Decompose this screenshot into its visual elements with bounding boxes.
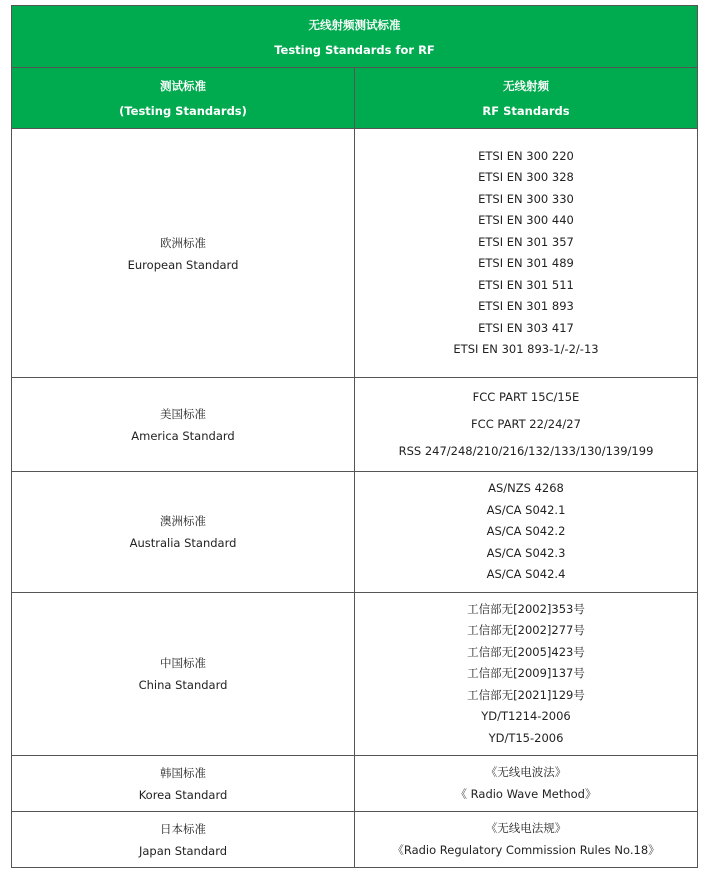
region-name-zh: 澳洲标准 (160, 514, 206, 529)
standard-item: 工信部无[2002]277号 (467, 623, 585, 637)
region-cell (12, 472, 355, 593)
standard-item: ETSI EN 303 417 (478, 320, 574, 335)
standard-item: ETSI EN 301 357 (478, 234, 574, 249)
region-name-en: Japan Standard (138, 844, 228, 858)
rf-standards-table (11, 5, 698, 868)
region-cell (12, 812, 355, 868)
column-header-testing-standards (12, 68, 355, 129)
table-title-en: Testing Standards for RF (274, 42, 435, 57)
table-row-australia (12, 472, 698, 593)
region-name-en: Australia Standard (129, 536, 237, 551)
table-row-china (12, 592, 698, 756)
region-name-en: China Standard (138, 678, 228, 693)
column-header-zh: 测试标准 (160, 79, 206, 93)
table-row-europe (12, 129, 698, 378)
standard-item: 《Radio Regulatory Commission Rules No.18》 (392, 842, 660, 857)
standards-cell (355, 812, 698, 868)
column-header-en: (Testing Standards) (119, 104, 247, 118)
region-cell (12, 756, 355, 812)
region-name-zh: 中国标准 (160, 656, 206, 671)
title-row (12, 6, 698, 68)
standard-item: ETSI EN 300 328 (478, 170, 574, 184)
region-cell (12, 378, 355, 472)
standard-item: 工信部无[2009]137号 (467, 666, 585, 680)
standard-item: ETSI EN 301 893 (478, 299, 574, 313)
region-name-en: Korea Standard (138, 788, 228, 802)
table-title (12, 6, 698, 68)
standard-item: AS/CA S042.1 (486, 502, 566, 517)
standard-item: ETSI EN 301 489 (478, 256, 574, 270)
column-header-rf-standards (355, 68, 698, 129)
standard-item: AS/CA S042.4 (486, 567, 566, 581)
standard-item: 工信部无[2002]353号 (467, 601, 585, 616)
table-row-korea (12, 756, 698, 812)
standard-item: ETSI EN 300 220 (478, 148, 574, 163)
standard-item: 工信部无[2005]423号 (467, 644, 585, 659)
standard-item: 工信部无[2021]129号 (467, 687, 585, 702)
standard-item: YD/T15-2006 (488, 730, 564, 745)
region-cell (12, 129, 355, 378)
region-name-zh: 韩国标准 (160, 766, 206, 780)
table-row-japan (12, 812, 698, 868)
region-name-zh: 日本标准 (160, 822, 206, 836)
table-row-america (12, 378, 698, 472)
standard-item: 《 Radio Wave Method》 (455, 786, 597, 801)
standards-cell (355, 378, 698, 472)
region-cell (12, 592, 355, 756)
standard-item: AS/NZS 4268 (488, 481, 564, 495)
standard-item: AS/CA S042.3 (486, 545, 566, 560)
standards-cell (355, 756, 698, 812)
region-name-zh: 美国标准 (160, 407, 206, 421)
standard-item: 《无线电法规》 (485, 821, 567, 835)
region-name-zh: 欧洲标准 (160, 235, 206, 250)
standard-item: AS/CA S042.2 (486, 524, 566, 538)
standards-cell (355, 592, 698, 756)
standard-item: ETSI EN 300 440 (478, 213, 574, 227)
standard-item: RSS 247/248/210/216/132/133/130/139/199 (398, 444, 654, 458)
column-header-zh: 无线射频 (503, 79, 549, 93)
region-name-en: European Standard (127, 257, 239, 272)
column-header-en: RF Standards (482, 104, 570, 118)
standard-item: ETSI EN 300 330 (478, 191, 574, 206)
standard-item: ETSI EN 301 893-1/-2/-13 (453, 342, 599, 356)
standard-item: FCC PART 15C/15E (472, 390, 580, 404)
standard-item: YD/T1214-2006 (481, 709, 571, 723)
standard-item: ETSI EN 301 511 (478, 277, 574, 292)
standards-cell (355, 129, 698, 378)
table-title-zh: 无线射频测试标准 (308, 17, 401, 32)
standards-cell (355, 472, 698, 593)
header-row (12, 68, 698, 129)
standard-item: FCC PART 22/24/27 (471, 417, 581, 431)
standard-item: 《无线电波法》 (485, 765, 567, 779)
region-name-en: America Standard (131, 429, 235, 443)
